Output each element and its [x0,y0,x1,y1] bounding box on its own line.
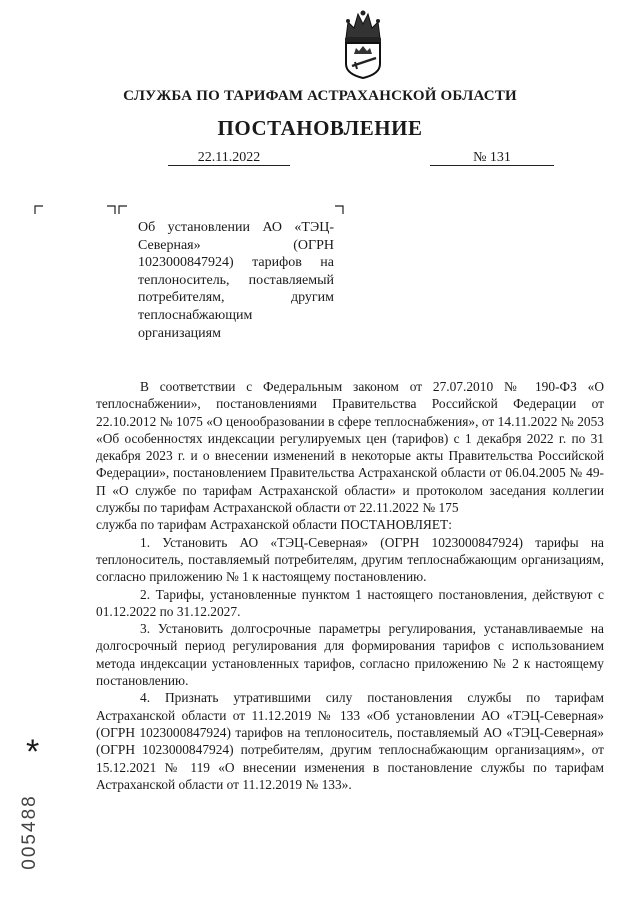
document-date: 22.11.2022 [168,150,290,166]
document-body [96,378,604,793]
subject-text: Об установлении АО «ТЭЦ-Северная» (ОГРН 1023000847924) тарифов на теплоноситель, поставляемый потребителям, другим теплоснабжающим организациям [138,220,334,341]
document-type: ПОСТАНОВЛЕНИЕ [217,116,423,140]
decision-line: служба по тарифам Астраханской области ПОСТАНОВЛЯЕТ: [96,517,452,533]
registration-code: 005488 [19,794,40,870]
document-number: № 131 [430,150,554,166]
item-2: 2. Тарифы, установленные пунктом 1 настоящего постановления, действуют с 01.12.2022 по 31.12.2027. [96,586,604,619]
preamble-paragraph: В соответствии с Федеральным законом от 27.07.2010 № 190-ФЗ «О теплоснабжении», постановлениями Правительства Российской Федерации от 22.10.2012 № 1075 «О ценообразовании в сфере теплоснабжения», от 14.11.2022 № 2053 «Об особенностях индексации регулируемых цен (тарифов) с 1 декабря 2022 г. по 31 декабря 2023 г. и о внесении изменений в некоторые акты Правительства Российской Федерации», постановлением Правительства Астраханской области от 06.04.2005 № 49-П «О службе по тарифам Астраханской области» и протоколом заседания коллегии службы по тарифам Астраханской области от 22.11.2022 № 175 [96,379,604,516]
item-1: 1. Установить АО «ТЭЦ-Северная» (ОГРН 1023000847924) тарифы на теплоноситель, поставляемый потребителям, другим теплоснабжающим организациям, согласно приложению № 1 к настоящему постановлению. [96,534,604,585]
document-subject [138,219,334,342]
subject-corner-right [334,205,344,215]
registration-mark: * [26,733,40,771]
item-4: 4. Признать утратившими силу постановления службы по тарифам Астраханской области от 11.12.2019 № 133 «Об установлении АО «ТЭЦ-Северная» (ОГРН 1023000847924) тарифов на теплоноситель, поставляемый АО «ТЭЦ-Северная» (ОГРН 1023000847924) потребителям, другим теплоснабжающим организациям», от 15.12.2021 № 119 «О внесении изменения в постановление службы по тарифам Астраханской области от 11.12.2019 № 133». [96,690,604,792]
item-3: 3. Установить долгосрочные параметры регулирования, устанавливаемые на долгосрочный период регулирования для формирования тарифов с использованием метода индексации установленных тарифов, согласно приложению № 2 к настоящему постановлению. [96,621,604,689]
coat-of-arms-icon [338,8,388,80]
agency-name: СЛУЖБА ПО ТАРИФАМ АСТРАХАНСКОЙ ОБЛАСТИ [123,88,517,104]
subject-corner-left [106,205,128,215]
corner-mark-left [34,205,44,215]
